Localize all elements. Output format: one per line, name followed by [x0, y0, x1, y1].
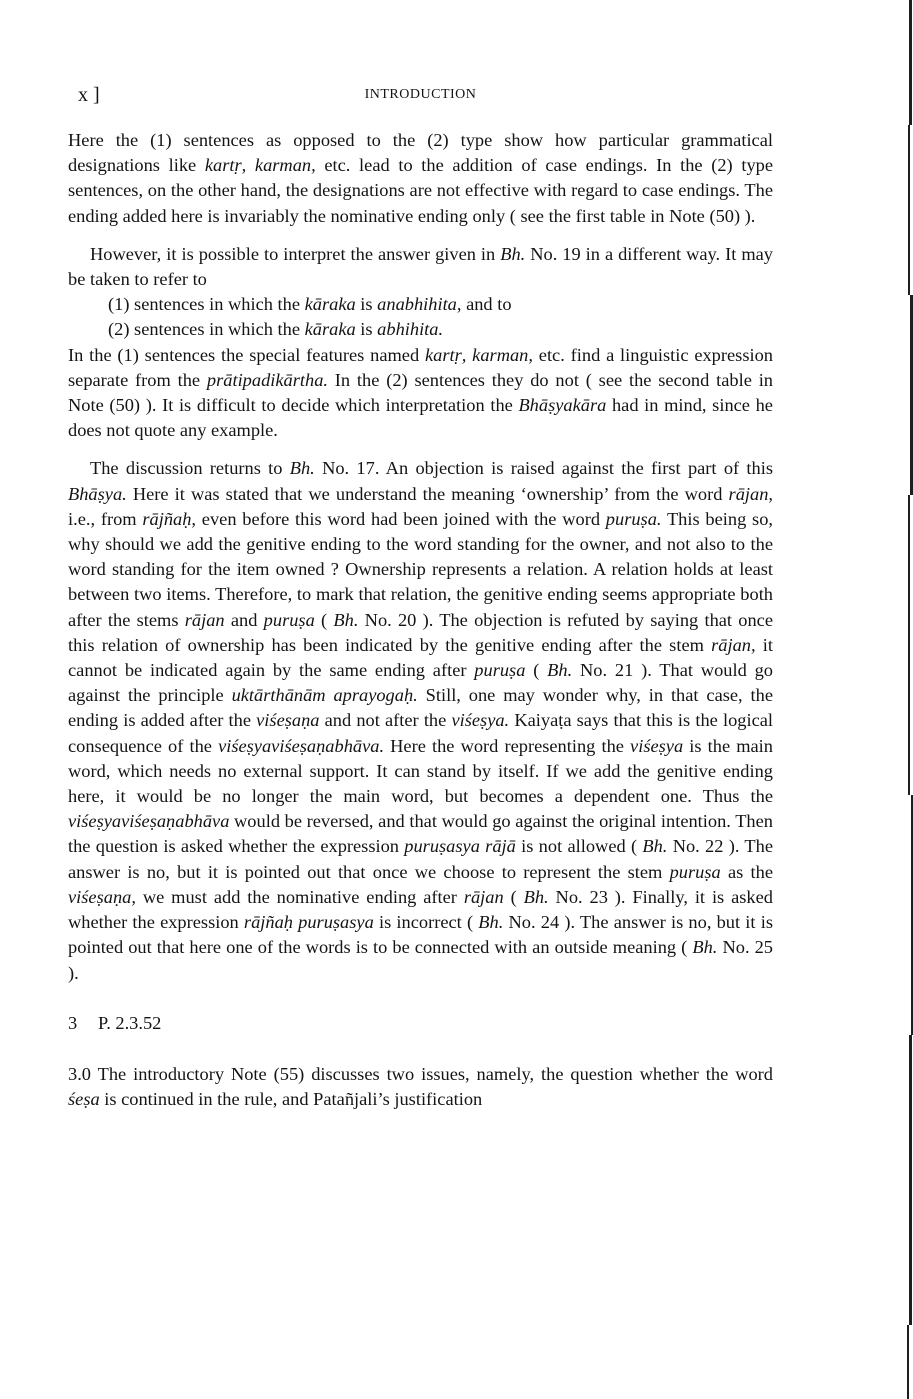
final-paragraph [68, 1062, 773, 1112]
final-paragraph-text [68, 1064, 773, 1109]
italic-term: śeṣa [68, 1089, 100, 1110]
text-run: Here the word representing the [384, 735, 631, 756]
text-run: No. 19 in a different way. It may be taken to refer to [68, 243, 773, 290]
italic-term: Bh. [333, 609, 359, 630]
text-run: Here it was stated that we understand the meaning ‘ownership’ from the word [126, 483, 729, 504]
page-body [68, 128, 773, 1112]
italic-term: puruṣa [474, 660, 526, 681]
italic-term: viśeṣya [630, 735, 684, 756]
section-number: 3 [68, 1012, 78, 1033]
italic-term: puruṣa [263, 609, 315, 630]
italic-term: kāraka [304, 294, 356, 315]
text-run: In the (1) sentences the special features named [68, 344, 425, 365]
text-run: even before this word had been joined with the word [196, 508, 606, 529]
text-run: i.e., from [68, 508, 143, 529]
text-run: ( [503, 886, 524, 907]
italic-term: rājñaḥ puruṣasya [243, 912, 374, 933]
text-run: we must add the nominative ending after [135, 886, 464, 907]
italic-term: uktārthānām aprayogaḥ. [231, 685, 418, 706]
text-run: is [355, 319, 378, 340]
list-item [108, 292, 773, 317]
text-run: However, it is possible to interpret the answer given in [90, 243, 501, 264]
italic-term: viśeṣyaviśeṣaṇabhāva [68, 811, 230, 832]
italic-term: viśeṣaṇa [256, 710, 320, 731]
page-folio: x ] [78, 84, 100, 106]
text-run: This being so, why should we add the genitive ending to the word standing for the owner, and not also to the word standing for the item owned ? Ownership represents a relation. A relation holds at least between two items. Therefore, to mark that relation, the genitive ending seems appropriate both after the stems [68, 508, 773, 630]
text-run: No. 17. An objection is raised against the first part of this [314, 458, 773, 479]
paragraph-list [68, 128, 773, 986]
italic-term: kartṛ, karman, [424, 344, 533, 365]
page-header [68, 84, 773, 108]
italic-term: viśeṣaṇa, [68, 886, 136, 907]
text-run: The introductory Note (55) discusses two issues, namely, the question whether the word [91, 1063, 773, 1084]
text-run: (1) sentences in which the [108, 294, 305, 315]
italic-term: anabhihita, [377, 294, 462, 315]
italic-term: prātipadikārtha. [206, 369, 328, 390]
list-item [108, 317, 773, 342]
text-run: Here the (1) sentences as opposed to the (2) type show how particular grammatical designations like [68, 130, 773, 176]
paragraph [68, 343, 773, 444]
text-run: ( [525, 660, 548, 681]
italic-term: rājan [184, 609, 225, 630]
text-run: No. 20 ). The objection is refuted by saying that once this relation of ownership has been indicated by the genitive ending after the stem [68, 609, 773, 655]
italic-term: rājñaḥ, [142, 508, 197, 529]
text-run: would be reversed, and that would go against the original intention. Then the question is asked whether the expression [68, 811, 773, 857]
paragraph [68, 456, 773, 985]
text-run: No. 21 ). That would go against the principle [68, 660, 773, 706]
italic-term: Bh. [692, 937, 718, 958]
section-heading [68, 1011, 773, 1036]
italic-term: rājan, [728, 483, 773, 504]
text-run: and not after the [319, 710, 452, 731]
italic-term: Bhāṣyakāra [518, 395, 607, 416]
text-run: ( [314, 609, 334, 630]
text-run: it cannot be indicated again by the same ending after [68, 634, 773, 681]
text-run: and to [461, 294, 512, 315]
paragraph-label: 3.0 [68, 1063, 91, 1084]
scan-edge [898, 0, 913, 1399]
italic-term: Bh. [500, 243, 526, 264]
italic-term: abhihita. [377, 319, 444, 340]
running-head: INTRODUCTION [364, 87, 477, 102]
text-run: (2) sentences in which the [108, 319, 305, 340]
text-run: is incorrect ( [373, 912, 479, 933]
text-run: The discussion returns to [90, 458, 290, 479]
italic-term: Bh. [547, 660, 573, 681]
text-run: Still, one may wonder why, in that case, the ending is added after the [68, 685, 774, 731]
italic-term: viśeṣyaviśeṣaṇabhāva. [218, 735, 385, 756]
section-title: P. 2.3.52 [98, 1012, 162, 1033]
text-run: No. 23 ). Finally, it is asked whether the expression [68, 886, 773, 933]
italic-term: Bh. [289, 458, 315, 479]
italic-term: puruṣa [669, 861, 721, 882]
italic-term: kāraka [304, 319, 356, 340]
italic-term: Bhāṣya. [68, 483, 127, 504]
text-run: No. 22 ). The answer is no, but it is pointed out that once we choose to represent the stem [68, 836, 773, 882]
italic-term: rājan [463, 886, 504, 907]
italic-term: kartṛ, karman, [204, 155, 316, 176]
italic-term: rājan, [711, 634, 756, 655]
italic-term: Bh. [642, 836, 668, 857]
text-run: had in mind, since he does not quote any example. [68, 395, 773, 441]
text-run: No. 24 ). The answer is no, but it is pointed out that here one of the words is to be connected with an outside meaning ( [68, 912, 773, 958]
text-run: and [224, 609, 264, 630]
italic-term: viśeṣya. [451, 710, 510, 731]
text-run: etc. lead to the addition of case endings. In the (2) type sentences, on the other hand, the designations are not effective with regard to case endings. The ending added here is invariably the nominative ending only ( see the first table in Note (50) ). [68, 155, 774, 226]
text-run: No. 25 ). [68, 937, 773, 983]
text-run: In the (2) sentences they do not ( see the second table in Note (50) ). It is difficult to decide which interpretation the [68, 369, 773, 416]
text-run: Kaiyaṭa says that this is the logical consequence of the [68, 710, 774, 756]
italic-term: Bh. [523, 886, 549, 907]
italic-term: puruṣa. [605, 508, 662, 529]
text-run: is not allowed ( [515, 836, 643, 857]
paragraph [68, 242, 773, 292]
text-run: etc. find a linguistic expression separate from the [68, 344, 773, 390]
italic-term: puruṣasya rājā [404, 836, 516, 857]
text-run: is the main word, which needs no external support. It can stand by itself. If we add the genitive ending here, it would be no longer the main word, but becomes a dependent one. Thus the [68, 735, 773, 807]
italic-term: Bh. [478, 912, 504, 933]
text-run: is [355, 294, 378, 315]
text-run: as the [720, 861, 773, 882]
paragraph [68, 128, 773, 229]
text-run: is continued in the rule, and Patañjali’s justification [99, 1089, 483, 1110]
